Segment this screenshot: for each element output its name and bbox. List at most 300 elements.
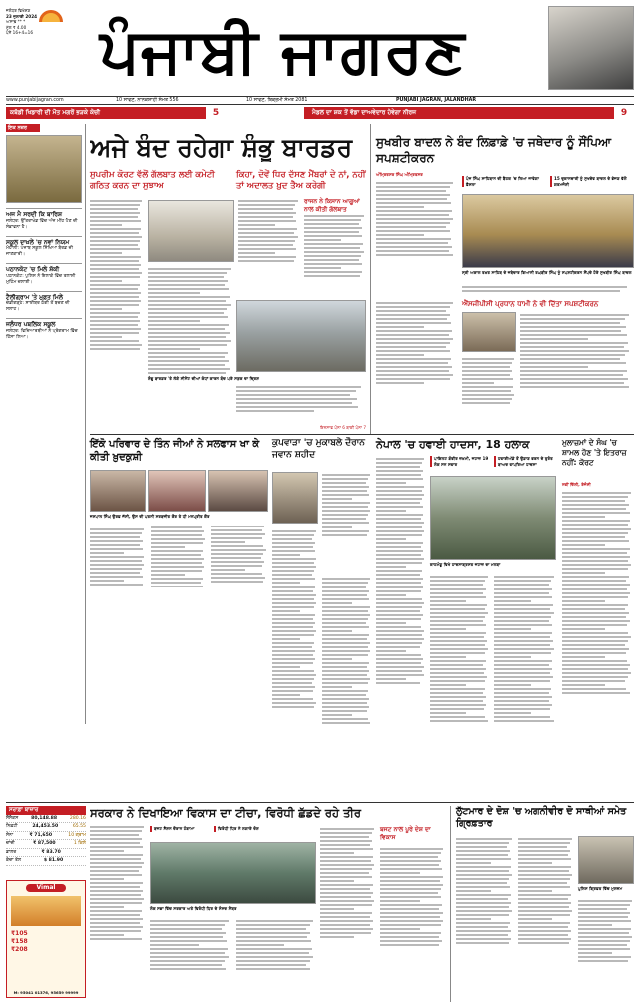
- body-text-line: [376, 582, 421, 584]
- body-text-line: [148, 296, 230, 298]
- budget-box-2-text: ਵਿਰੋਧੀ ਧਿਰ ਨੇ ਲਗਾਏ ਦੋਸ਼: [214, 826, 274, 832]
- body-text-line: [148, 348, 200, 350]
- market-label: ਨਿਫ਼ਟੀ: [6, 824, 18, 830]
- body-text-line: [578, 908, 627, 910]
- body-text-line: [90, 348, 140, 350]
- body-text-line: [304, 267, 341, 269]
- body-text-line: [272, 554, 300, 556]
- body-text-line: [520, 354, 625, 356]
- page-count: ਪੰਨੇ 16+4=16: [6, 30, 33, 35]
- body-text-line: [380, 864, 439, 866]
- body-text-line: [430, 588, 486, 590]
- body-text-line: [520, 366, 588, 368]
- sidebar-item[interactable]: [6, 208, 82, 231]
- body-text-line: [376, 678, 406, 680]
- body-text-line: [376, 374, 453, 376]
- body-text-line: [236, 932, 310, 934]
- body-text-line: [430, 616, 485, 618]
- body-text-line: [518, 854, 568, 856]
- sidebar-item-title: ਪਠਾਨਕੋਟ 'ਚ ਮਿਲੇ ਸ਼ੱਕੀ: [6, 266, 60, 274]
- body-text-line: [562, 568, 628, 570]
- body-text-line: [320, 892, 373, 894]
- body-text-line: [211, 529, 261, 531]
- body-text-line: [562, 640, 628, 642]
- body-text-line: [236, 406, 358, 408]
- body-text-line: [304, 235, 362, 237]
- budget-box-1: [150, 826, 210, 832]
- body-text-line: [380, 872, 420, 874]
- nepal-body-col-3: [494, 574, 556, 798]
- akal-takht-photo: [462, 194, 634, 268]
- body-text-line: [562, 536, 625, 538]
- body-text-line: [148, 292, 200, 294]
- lead-continued[interactable]: ਇਨਸਾਫ ਪੰਨਾ 6 ਬਾਕੀ ਪੰਨਾ 7: [320, 425, 366, 430]
- body-text-line: [376, 314, 450, 316]
- body-text-line: [238, 256, 296, 258]
- market-change: 280.16: [69, 815, 86, 821]
- sukhbir-note-2: [550, 176, 634, 187]
- sidebar-item-text: ਮੋਹਾਲੀ: ਪੰਜਾਬ ਸਕੂਲ ਸਿੱਖਿਆ ਬੋਰਡ ਦੀ ਜਾਣਕਾਰੀ।: [6, 246, 73, 258]
- body-text-line: [148, 360, 229, 362]
- body-text-line: [462, 290, 620, 292]
- body-text-line: [90, 902, 142, 904]
- body-text-line: [272, 694, 300, 696]
- lead-body-col-2: [148, 266, 234, 430]
- body-text-line: [430, 688, 485, 690]
- body-text-line: [562, 600, 605, 602]
- body-text-line: [562, 496, 628, 498]
- lead-subhead-2: ਕਿਹਾ, ਦੋਵੇਂ ਧਿਰ ਦੱਸਣ ਮੈਂਬਰਾਂ ਦੇ ਨਾਂ, ਨਹੀਂ ਤਾਂ ਅਦਾਲਤ ਖ਼ੁਦ ਤੈਅ ਕਰੇਗੀ: [236, 170, 366, 191]
- body-text-line: [518, 894, 571, 896]
- body-text-line: [462, 378, 513, 380]
- body-text-line: [272, 610, 300, 612]
- body-text-line: [562, 552, 627, 554]
- sidebar-item[interactable]: [6, 236, 82, 259]
- body-text-line: [272, 658, 315, 660]
- body-text-line: [90, 260, 139, 262]
- body-text-line: [322, 630, 352, 632]
- body-text-line: [376, 238, 451, 240]
- family-photo-1: [90, 470, 146, 512]
- body-text-line: [430, 632, 486, 634]
- body-text-line: [322, 594, 367, 596]
- soldier-body-col-1: [322, 472, 372, 572]
- body-text-line: [322, 666, 367, 668]
- body-text-line: [211, 537, 262, 539]
- body-text-line: [456, 878, 509, 880]
- body-text-line: [272, 654, 313, 656]
- body-text-line: [304, 223, 359, 225]
- body-text-line: [236, 924, 310, 926]
- body-text-line: [236, 402, 352, 404]
- body-text-line: [380, 896, 441, 898]
- body-text-line: [380, 860, 441, 862]
- body-text-line: [494, 612, 554, 614]
- body-text-line: [430, 668, 486, 670]
- body-text-line: [151, 558, 204, 560]
- body-text-line: [518, 870, 569, 872]
- body-text-line: [376, 230, 450, 232]
- body-text-line: [90, 560, 142, 562]
- body-text-line: [90, 552, 124, 554]
- body-text-line: [430, 576, 488, 578]
- body-text-line: [562, 680, 625, 682]
- body-text-line: [376, 198, 447, 200]
- body-text-line: [236, 952, 309, 954]
- sidebar: [6, 124, 82, 724]
- body-text-line: [430, 700, 483, 702]
- body-text-line: [494, 700, 549, 702]
- body-text-line: [150, 968, 226, 970]
- sidebar-item[interactable]: [6, 291, 82, 314]
- body-text-line: [494, 676, 553, 678]
- body-text-line: [518, 914, 570, 916]
- body-text-line: [90, 340, 139, 342]
- body-text-line: [90, 584, 143, 586]
- body-text-line: [304, 263, 362, 265]
- body-text-line: [238, 252, 275, 254]
- body-text-line: [376, 662, 421, 664]
- body-text-line: [562, 608, 625, 610]
- body-text-line: [518, 866, 571, 868]
- body-text-line: [456, 886, 510, 888]
- body-text-line: [380, 936, 439, 938]
- body-text-line: [494, 672, 550, 674]
- body-text-line: [376, 474, 421, 476]
- body-text-line: [211, 573, 262, 575]
- body-text-line: [562, 652, 626, 654]
- body-text-line: [380, 880, 440, 882]
- body-text-line: [90, 332, 139, 334]
- section-divider: [90, 434, 634, 435]
- body-text-line: [151, 570, 203, 572]
- body-text-line: [90, 292, 141, 294]
- sidebar-item[interactable]: [6, 318, 82, 341]
- body-text-line: [562, 588, 627, 590]
- body-text-line: [304, 259, 359, 261]
- body-text-line: [376, 550, 423, 552]
- body-text-line: [520, 382, 624, 384]
- body-text-line: [376, 458, 424, 460]
- body-text-line: [562, 508, 626, 510]
- body-text-line: [380, 852, 441, 854]
- body-text-line: [90, 826, 144, 828]
- ad-offer-price: ₹208: [11, 945, 28, 953]
- body-text-line: [148, 328, 225, 330]
- website-link[interactable]: www.punjabijagran.com: [6, 97, 64, 103]
- body-text-line: [562, 500, 625, 502]
- body-text-line: [518, 842, 570, 844]
- body-text-line: [90, 208, 138, 210]
- body-text-line: [322, 662, 369, 664]
- body-text-line: [520, 370, 627, 372]
- body-text-line: [90, 316, 138, 318]
- body-text-line: [320, 876, 372, 878]
- sukhbir-body-col-2: [462, 284, 634, 298]
- body-text-line: [320, 920, 373, 922]
- body-text-line: [90, 236, 142, 238]
- body-text-line: [578, 900, 632, 902]
- body-text-line: [90, 548, 143, 550]
- body-text-line: [430, 608, 485, 610]
- column-rule: [85, 124, 86, 724]
- body-text-line: [322, 526, 352, 528]
- body-text-line: [376, 302, 453, 304]
- body-text-line: [322, 606, 370, 608]
- body-text-line: [322, 502, 370, 504]
- body-text-line: [238, 244, 293, 246]
- body-text-line: [90, 890, 143, 892]
- body-text-line: [520, 330, 621, 332]
- body-text-line: [90, 224, 122, 226]
- body-text-line: [322, 690, 368, 692]
- body-text-line: [494, 660, 552, 662]
- body-text-line: [90, 934, 124, 936]
- body-text-line: [520, 318, 625, 320]
- nepal-box-1: [430, 456, 490, 467]
- teaser-left-page: 5: [212, 108, 220, 118]
- body-text-line: [494, 616, 551, 618]
- body-text-line: [430, 620, 483, 622]
- body-text-line: [518, 930, 571, 932]
- body-text-line: [148, 336, 226, 338]
- body-text-line: [148, 368, 230, 370]
- sukhbir-headline: ਸੁਖਬੀਰ ਬਾਦਲ ਨੇ ਬੰਦ ਲਿਫ਼ਾਫ਼ੇ 'ਚ ਜਥੇਦਾਰ ਨੂੰ ਸੌਂਪਿਆ ਸਪਸ਼ਟੀਕਰਨ: [376, 135, 612, 165]
- body-text-line: [430, 592, 483, 594]
- body-text-line: [494, 704, 552, 706]
- body-text-line: [304, 219, 361, 221]
- dateline: ਅਸਾਢ਼ ** *: [6, 19, 26, 24]
- body-text-line: [562, 636, 631, 638]
- teaser-right[interactable]: [304, 107, 614, 119]
- body-text-line: [236, 936, 307, 938]
- body-text-line: [430, 624, 486, 626]
- court-byline: ਨਵੀਂ ਦਿੱਲੀ, ਏਜੰਸੀ: [562, 482, 591, 487]
- body-text-line: [430, 676, 487, 678]
- body-text-line: [380, 868, 442, 870]
- body-text-line: [90, 866, 142, 868]
- body-text-line: [376, 306, 450, 308]
- sidebar-item[interactable]: [6, 263, 82, 286]
- teaser-left-text: ਕਬੱਡੀ ਖਿਡਾਰੀ ਦੀ ਮੌਤ ਮਗਰੋਂ ਭੜਕੇ ਕੋਚੀ: [10, 109, 100, 116]
- body-text-line: [150, 948, 228, 950]
- body-text-line: [148, 324, 229, 326]
- body-text-line: [376, 534, 422, 536]
- body-text-line: [376, 490, 422, 492]
- body-text-line: [562, 516, 605, 518]
- body-text-line: [211, 553, 263, 555]
- body-text-line: [322, 694, 366, 696]
- body-text-line: [376, 634, 422, 636]
- body-text-line: [462, 358, 514, 360]
- body-text-line: [456, 934, 508, 936]
- body-text-line: [320, 932, 371, 934]
- body-text-line: [520, 358, 620, 360]
- body-text-line: [272, 578, 315, 580]
- body-text-line: [272, 574, 312, 576]
- body-text-line: [238, 260, 294, 262]
- body-text-line: [90, 532, 142, 534]
- body-text-line: [562, 520, 630, 522]
- body-text-line: [90, 564, 144, 566]
- body-text-line: [456, 898, 508, 900]
- body-text-line: [376, 254, 453, 256]
- body-text-line: [518, 922, 570, 924]
- shambhu-border-photo: [236, 300, 366, 372]
- body-text-line: [272, 602, 316, 604]
- body-text-line: [430, 648, 488, 650]
- teaser-left[interactable]: [6, 107, 206, 119]
- body-text-line: [456, 890, 491, 892]
- issue-date: 23 ਜੁਲਾਈ 2024: [6, 13, 38, 19]
- body-text-line: [148, 308, 227, 310]
- sukhbir-note-1-text: ਪੰਜ ਸਿੰਘ ਸਾਹਿਬਾਨ ਦੀ ਬੈਠਕ 'ਚ ਲਿਆ ਜਾਵੇਗਾ ਫ਼ੈਸਲਾ: [462, 176, 544, 187]
- body-text-line: [376, 202, 451, 204]
- ad-offer-price: ₹158: [11, 937, 28, 945]
- body-text-line: [322, 674, 367, 676]
- body-text-line: [322, 678, 370, 680]
- body-text-line: [90, 272, 142, 274]
- budget-headline: ਸਰਕਾਰ ਨੇ ਦਿਖਾਇਆ ਵਿਕਾਸ ਦਾ ਟੀਚਾ, ਵਿਰੋਧੀ ਛੱਡਦੇ ਰਹੇ ਤੀਰ: [90, 806, 362, 820]
- market-title: ਸਰਾਫ਼ਾ ਬਾਜ਼ਾਰ: [6, 806, 86, 815]
- body-text-line: [150, 952, 225, 954]
- market-value: ₹ 87,500: [33, 841, 56, 847]
- body-text-line: [430, 704, 486, 706]
- lead-body-col-4: [236, 384, 366, 430]
- market-row: [6, 840, 86, 849]
- body-text-line: [90, 540, 143, 542]
- body-text-line: [562, 604, 628, 606]
- body-text-line: [380, 916, 440, 918]
- body-text-line: [376, 538, 406, 540]
- body-text-line: [322, 686, 352, 688]
- body-text-line: [376, 554, 421, 556]
- body-text-line: [238, 212, 296, 214]
- agniveer-caption: ਪੁਲਿਸ ਗ੍ਰਿਫ਼ਤ ਵਿੱਚ ਮੁਲਜ਼ਮ: [578, 886, 623, 891]
- body-text-line: [322, 590, 369, 592]
- body-text-line: [376, 510, 406, 512]
- sukhbir-byline: ਅੰਮ੍ਰਿਤਸਰ ਸਿੰਘ ਅੰਮ੍ਰਿਤਸਰ: [376, 172, 423, 177]
- body-text-line: [518, 938, 571, 940]
- body-text-line: [90, 252, 122, 254]
- body-text-line: [562, 524, 628, 526]
- body-text-line: [430, 664, 483, 666]
- body-text-line: [272, 698, 313, 700]
- body-text-line: [578, 940, 630, 942]
- soldier-body-col-2: [272, 528, 318, 798]
- body-text-line: [376, 382, 424, 384]
- budget-box-1-text: ਬਜਟ ਸੈਸ਼ਨ ਦੌਰਾਨ ਹੰਗਾਮਾ: [150, 826, 210, 832]
- ad-product-image: [11, 896, 81, 926]
- body-text-line: [322, 486, 369, 488]
- body-text-line: [272, 650, 315, 652]
- body-text-line: [562, 664, 630, 666]
- body-text-line: [376, 514, 423, 516]
- body-text-line: [148, 352, 228, 354]
- sgpc-subheadline: ਐੱਸਜੀਪੀਸੀ ਪ੍ਰਧਾਨ ਧਾਮੀ ਨੇ ਵੀ ਦਿੱਤਾ ਸਪਸ਼ਟੀਕਰਨ: [462, 300, 599, 308]
- body-text-line: [148, 304, 231, 306]
- body-text-line: [90, 244, 138, 246]
- body-text-line: [304, 247, 360, 249]
- body-text-line: [322, 582, 368, 584]
- body-text-line: [376, 558, 424, 560]
- body-text-line: [90, 878, 124, 880]
- body-text-line: [238, 200, 298, 202]
- akal-takht-caption: ਸ੍ਰੀ ਅਕਾਲ ਤਖ਼ਤ ਸਾਹਿਬ ਦੇ ਜਥੇਦਾਰ ਗਿਆਨੀ ਰਘਬੀਰ ਸਿੰਘ ਨੂੰ ਸਪਸ਼ਟੀਕਰਨ ਸੌਂਪਦੇ ਹੋਏ ਸੁਖਬੀਰ ਸਿੰਘ ਬਾਦਲ: [462, 270, 632, 275]
- body-text-line: [148, 356, 225, 358]
- body-text-line: [578, 916, 628, 918]
- body-text-line: [90, 906, 124, 908]
- body-text-line: [211, 549, 265, 551]
- body-text-line: [430, 584, 483, 586]
- body-text-line: [148, 268, 231, 270]
- body-text-line: [90, 528, 144, 530]
- vimal-advertisement[interactable]: [6, 880, 86, 998]
- body-text-line: [518, 890, 552, 892]
- body-text-line: [456, 938, 511, 940]
- budget-body-col-4: [320, 826, 376, 998]
- body-text-line: [494, 576, 554, 578]
- body-text-line: [562, 620, 630, 622]
- sgpc-photo: [462, 312, 516, 352]
- body-text-line: [430, 652, 485, 654]
- body-text-line: [430, 636, 484, 638]
- body-text-line: [494, 628, 531, 630]
- body-text-line: [90, 280, 122, 282]
- body-text-line: [272, 682, 312, 684]
- body-text-line: [272, 562, 314, 564]
- body-text-line: [578, 956, 631, 958]
- body-text-line: [462, 366, 510, 368]
- market-row: [6, 823, 86, 832]
- body-text-line: [376, 682, 420, 684]
- body-text-line: [90, 862, 144, 864]
- masthead-title: ਪੰਜਾਬੀ ਜਾਗਰਣ: [100, 14, 466, 87]
- budget-body-col-3: [236, 918, 316, 998]
- body-text-line: [562, 504, 629, 506]
- nepal-box-2-text: ਹਵਾਈਅੱਡੇ ਤੋਂ ਉਡਾਣ ਭਰਨ ਦੇ ਤੁਰੰਤ ਬਾਅਦ ਵਾਪਰਿਆ ਹਾਦਸਾ: [494, 456, 556, 467]
- body-text-line: [211, 545, 263, 547]
- body-text-line: [562, 676, 628, 678]
- market-value: 24,453.50: [32, 824, 59, 830]
- body-text-line: [376, 322, 451, 324]
- body-text-line: [236, 398, 357, 400]
- body-text-line: [520, 342, 628, 344]
- market-value: 80,148.88: [31, 815, 58, 821]
- body-text-line: [456, 930, 511, 932]
- body-text-line: [494, 668, 552, 670]
- body-text-line: [518, 838, 572, 840]
- body-text-line: [236, 386, 361, 388]
- body-text-line: [562, 544, 605, 546]
- body-text-line: [380, 848, 443, 850]
- body-text-line: [494, 624, 552, 626]
- lok-sabha-photo: [150, 842, 316, 904]
- soldier-headline: ਕੁਪਵਾੜਾ 'ਚ ਮੁਕਾਬਲੇ ਦੌਰਾਨ ਜਵਾਨ ਸ਼ਹੀਦ: [272, 438, 365, 460]
- body-text-line: [320, 904, 372, 906]
- body-text-line: [148, 316, 228, 318]
- body-text-line: [90, 264, 141, 266]
- body-text-line: [90, 882, 143, 884]
- body-text-line: [376, 370, 449, 372]
- market-box: [6, 806, 86, 866]
- teaser-right-text: ਮੈਡਲ ਦਾ ਸ਼ਕ ਤੋਂ ਵੱਡਾ ਦਾਅਵੇਦਾਰ ਹੋਵੇਗਾ ਨੀਰਜ: [312, 109, 417, 116]
- nepal-box-2: [494, 456, 556, 467]
- body-text-line: [90, 580, 124, 582]
- body-text-line: [236, 410, 314, 412]
- body-text-line: [518, 906, 569, 908]
- body-text-line: [304, 255, 361, 257]
